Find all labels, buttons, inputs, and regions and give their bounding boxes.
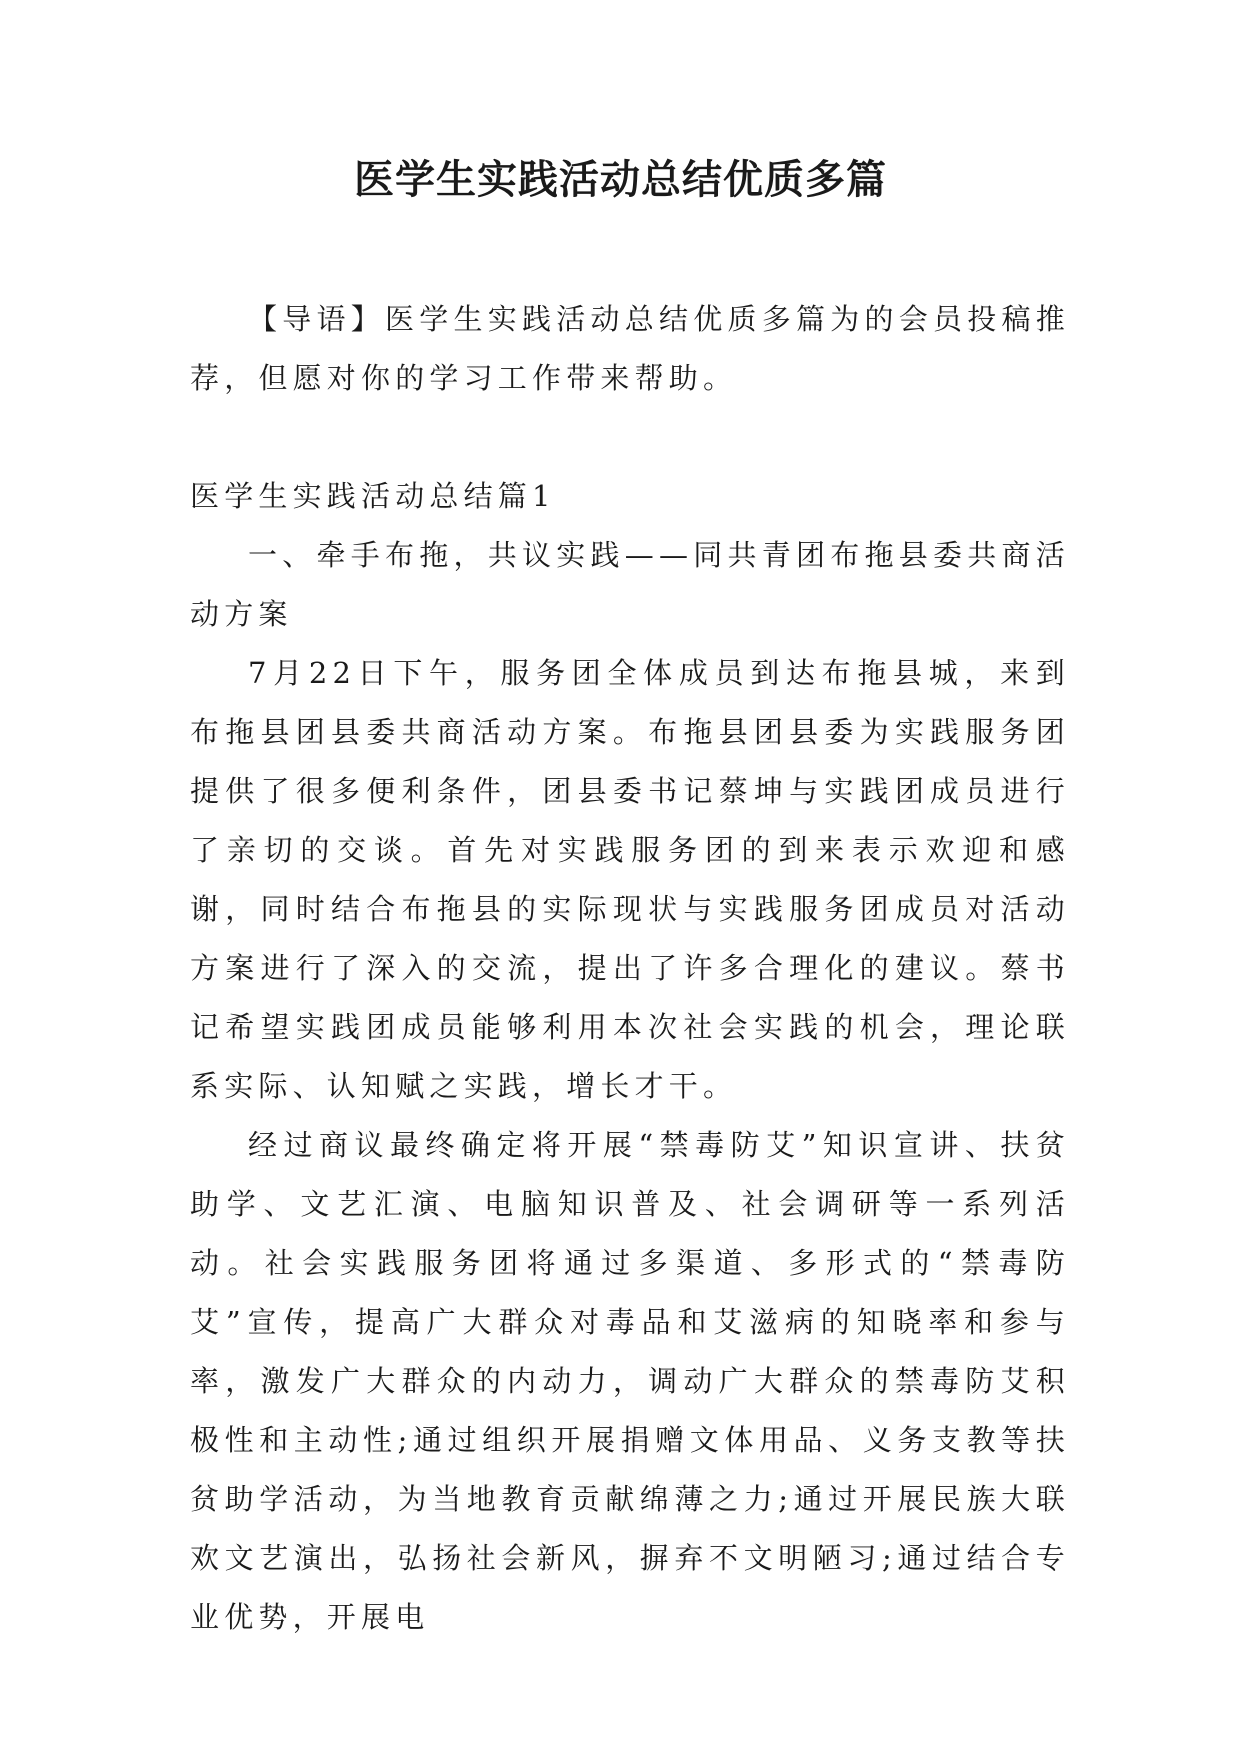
document-title: 医学生实践活动总结优质多篇 bbox=[354, 157, 887, 203]
body-paragraph-3: 经过商议最终确定将开展“禁毒防艾”知识宣讲、扶贫助学、文艺汇演、电脑知识普及、社会调研等一系列活动。社会实践服务团将通过多渠道、多形式的“禁毒防艾”宣传，提高广大群众对毒品和艾滋病的知晓率和参与率，激发广大群众的内动力，调动广大群众的禁毒防艾积极性和主动性;通过组织开展捐赠文体用品、义务支教等扶贫助学活动，为当地教育贡献绵薄之力;通过开展民族大联欢文艺演出，弘扬社会新风，摒弃不文明陋习;通过结合专业优势，开展电 bbox=[190, 1128, 1070, 1634]
intro-paragraph: 【导语】医学生实践活动总结优质多篇为的会员投稿推荐，但愿对你的学习工作带来帮助。 bbox=[190, 302, 1070, 395]
section-heading: 医学生实践活动总结篇1 bbox=[190, 479, 556, 513]
body-paragraph-2: 7月22日下午，服务团全体成员到达布拖县城，来到布拖县团县委共商活动方案。布拖县团县委为实践服务团提供了很多便利条件，团县委书记蔡坤与实践团成员进行了亲切的交谈。首先对实践服务团的到来表示欢迎和感谢，同时结合布拖县的实际现状与实践服务团成员对活动方案进行了深入的交流，提出了许多合理化的建议。蔡书记希望实践团成员能够利用本次社会实践的机会，理论联系实际、认知赋之实践，增长才干。 bbox=[190, 656, 1070, 1103]
document-body bbox=[190, 290, 1070, 1647]
body-paragraph-1: 一、牵手布拖，共议实践——同共青团布拖县委共商活动方案 bbox=[190, 538, 1070, 631]
